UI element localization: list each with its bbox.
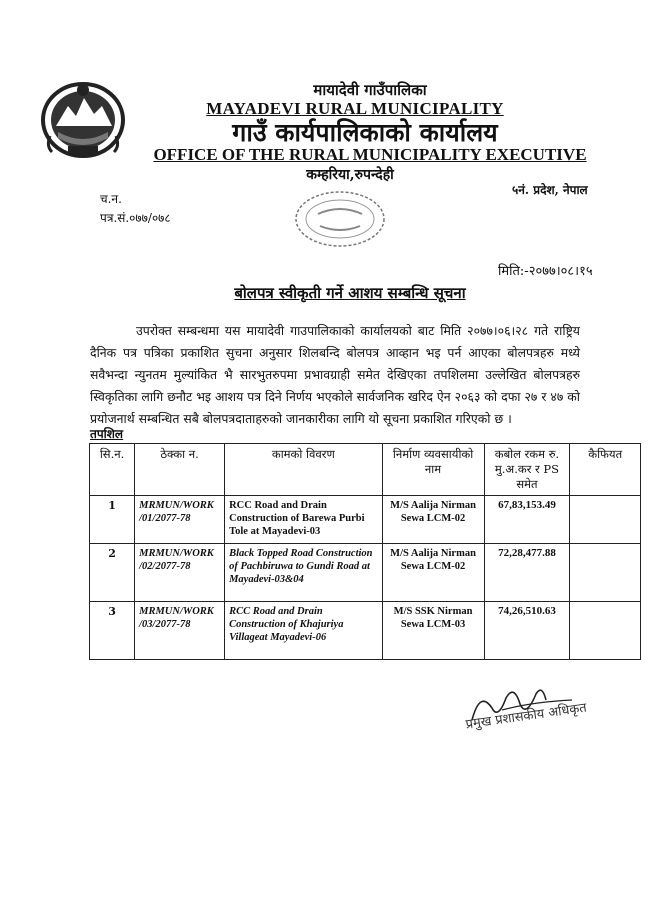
row-firm: M/S Aalija Nirman Sewa LCM-02 (382, 544, 484, 602)
government-emblem-icon (38, 76, 128, 160)
details-label: तपशिल (90, 427, 124, 441)
office-name-nepali: गाउँ कार्यपालिकाको कार्यालय (232, 118, 498, 147)
row-desc: RCC Road and Drain Construction of Khajuriya Villageat Mayadevi-06 (225, 602, 383, 660)
row-amount: 72,28,477.88 (484, 544, 570, 602)
row-code: MRMUN/WORK /02/2077-78 (135, 544, 225, 602)
row-remarks (570, 496, 641, 544)
header-desc: कामको विवरण (225, 444, 383, 496)
table-header-row (90, 444, 641, 496)
row-remarks (570, 544, 641, 602)
row-code: MRMUN/WORK /01/2077-78 (135, 496, 225, 544)
table-row (90, 496, 641, 544)
office-stamp-icon (290, 188, 390, 250)
row-sn: 1 (90, 496, 135, 544)
province: ५नं. प्रदेश, नेपाल (512, 183, 588, 197)
notice-title: बोलपत्र स्वीकृती गर्ने आशय सम्बन्धि सूचना (234, 284, 466, 302)
office-name-english: OFFICE OF THE RURAL MUNICIPALITY EXECUTIVE (153, 145, 587, 164)
row-firm: M/S Aalija Nirman Sewa LCM-02 (382, 496, 484, 544)
signatory-title: प्रमुख प्रशासकीय अधिकृत (464, 700, 588, 733)
header-remarks: कैफियत (570, 444, 641, 496)
issue-date: मिति:-२०७७।०८।१५ (498, 264, 593, 279)
header-code: ठेक्का न. (135, 444, 225, 496)
address: कम्हरिया,रुपन्देही (306, 167, 394, 183)
contracts-table (89, 443, 641, 660)
header-firm: निर्माण व्यवसायीको नाम (382, 444, 484, 496)
letter-number: पत्र.सं.०७७/०७८ (100, 211, 171, 225)
row-amount: 67,83,153.49 (484, 496, 570, 544)
row-firm: M/S SSK Nirman Sewa LCM-03 (382, 602, 484, 660)
table-row (90, 544, 641, 602)
header-sn: सि.न. (90, 444, 135, 496)
row-desc: Black Topped Road Construction of Pachbiruwa to Gundi Road at Mayadevi-03&04 (225, 544, 383, 602)
row-sn: 3 (90, 602, 135, 660)
municipality-name-nepali: मायादेवी गाउँपालिका (313, 81, 427, 99)
row-code: MRMUN/WORK /03/2077-78 (135, 602, 225, 660)
municipality-name-english: MAYADEVI RURAL MUNICIPALITY (206, 99, 504, 118)
table-row (90, 602, 641, 660)
chalani-number: च.न. (100, 192, 122, 206)
header-amount: कबोल रकम रु. मु.अ.कर र PS समेत (484, 444, 570, 496)
notice-body: उपरोक्त सम्बन्धमा यस मायादेवी गाउपालिकाको कार्यालयको बाट मिति २०७७।०६।२८ गते राष्ट्रिय दैनिक पत्र पत्रिका प्रकाशित सुचना अनुसार शिलबन्दि बोलपत्र आव्हान भइ पर्न आएका बोलपत्रहरु मध्ये सवैभन्दा न्युनतम मुल्यांकित भै सारभुतरुपमा प्रभावग्राही समेत देखिएका तपशिलमा उल्लेखित बोलपत्रहरु स्विकृतिका लागि छनौट भइ आशय पत्र दिने निर्णय भएकोले सार्वजनिक खरिद ऐन २०६३ को दफा २७ र ४७ को प्रयोजनार्थ सम्बन्धित सबै बोलपत्रदाताहरुको जानकारीका लागि यो सूचना प्रकाशित गरिएको छ । (90, 323, 580, 426)
row-amount: 74,26,510.63 (484, 602, 570, 660)
row-remarks (570, 602, 641, 660)
row-desc: RCC Road and Drain Construction of Barewa Purbi Tole at Mayadevi-03 (225, 496, 383, 544)
row-sn: 2 (90, 544, 135, 602)
